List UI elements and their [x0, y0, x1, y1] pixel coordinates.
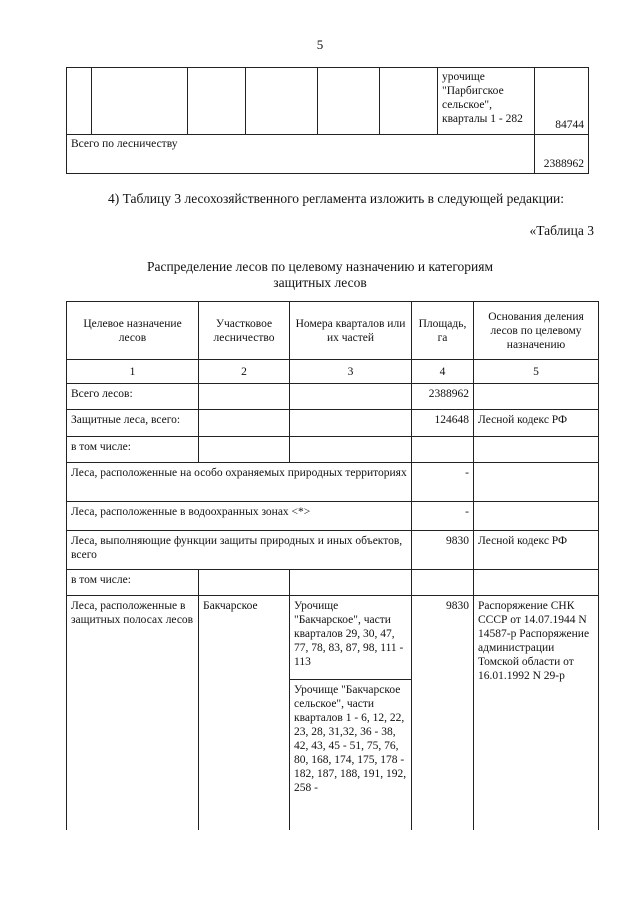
index-cell: 2: [199, 360, 290, 384]
header-cell: Площадь, га: [412, 302, 474, 360]
basis-cell: Лесной кодекс РФ: [474, 410, 599, 437]
table-cell: [199, 570, 290, 596]
table-row: [67, 502, 599, 531]
area-cell: -: [412, 463, 474, 502]
header-cell: Номера кварталов или их частей: [290, 302, 412, 360]
area-cell: 2388962: [412, 384, 474, 410]
table-row: [67, 531, 599, 570]
purpose-cell: в том числе:: [67, 437, 199, 463]
quarters-cell: Урочище "Бакчарское", части кварталов 29, 30, 47, 77, 78, 83, 87, 98, 111 - 113: [290, 596, 412, 680]
district-cell: Бакчарское: [199, 596, 290, 830]
table-cell: [290, 410, 412, 437]
caption-line-1: Распределение лесов по целевому назначению и категориям: [146, 259, 494, 274]
caption-line-2: защитных лесов: [273, 275, 367, 290]
basis-cell: [474, 570, 599, 596]
table-caption: [0, 259, 640, 291]
purpose-cell: Всего лесов:: [67, 384, 199, 410]
purpose-cell: в том числе:: [67, 570, 199, 596]
table-label: «Таблица 3: [529, 223, 594, 238]
basis-cell: Лесной кодекс РФ: [474, 531, 599, 570]
index-cell: 3: [290, 360, 412, 384]
forest-distribution-table: [66, 301, 599, 830]
total-label: Всего по лесничеству: [67, 135, 535, 174]
basis-cell: [474, 463, 599, 502]
table-cell: [290, 570, 412, 596]
area-cell: [412, 570, 474, 596]
table-cell: [67, 68, 92, 135]
quarters-cell: Урочище "Бакчарское сельское", части кварталов 1 - 6, 12, 22, 23, 28, 31,32, 36 - 38, 42, 43, 45 - 51, 75, 76, 80, 168, 174, 175, 178 - 182, 187, 188, 191, 192, 258 -: [290, 680, 412, 830]
area-cell: 124648: [412, 410, 474, 437]
header-cell: Целевое назначение лесов: [67, 302, 199, 360]
table-cell: [318, 68, 380, 135]
basis-cell: [474, 437, 599, 463]
area-cell: -: [412, 502, 474, 531]
area-cell: [412, 437, 474, 463]
table-cell: [92, 68, 188, 135]
purpose-cell: Леса, расположенные на особо охраняемых природных территориях: [67, 463, 412, 502]
location-area: 84744: [535, 68, 589, 135]
table-cell: [199, 437, 290, 463]
page-number: 5: [316, 37, 324, 52]
purpose-cell: Защитные леса, всего:: [67, 410, 199, 437]
basis-cell: Распоряжение СНК СССР от 14.07.1944 N 14587-р Распоряжение администрации Томской области от 16.01.1992 N 29-р: [474, 596, 599, 830]
table-cell: [188, 68, 246, 135]
table-row: [67, 384, 599, 410]
table-cell: [199, 410, 290, 437]
table-row: [67, 570, 599, 596]
table-cell: [380, 68, 438, 135]
purpose-cell: Леса, расположенные в водоохранных зонах <*>: [67, 502, 412, 531]
table-cell: [290, 384, 412, 410]
basis-cell: [474, 502, 599, 531]
index-cell: 5: [474, 360, 599, 384]
table-cell: [290, 437, 412, 463]
location-cell: урочище "Парбигское сельское", кварталы 1 - 282: [438, 68, 535, 135]
area-cell: 9830: [412, 531, 474, 570]
basis-cell: [474, 384, 599, 410]
table-row: [67, 410, 599, 437]
amendment-text: 4) Таблицу 3 лесохозяйственного регламента изложить в следующей редакции:: [108, 191, 565, 206]
table-cell: [199, 384, 290, 410]
total-area: 2388962: [535, 135, 589, 174]
header-cell: Участковое лесничество: [199, 302, 290, 360]
table-row: [67, 596, 599, 680]
continued-table: [66, 67, 589, 174]
table-row: [67, 437, 599, 463]
purpose-cell: Леса, расположенные в защитных полосах лесов: [67, 596, 199, 830]
purpose-cell: Леса, выполняющие функции защиты природных и иных объектов, всего: [67, 531, 412, 570]
area-cell: 9830: [412, 596, 474, 830]
table-cell: [246, 68, 318, 135]
table-row: [67, 463, 599, 502]
header-cell: Основания деления лесов по целевому назначению: [474, 302, 599, 360]
index-cell: 4: [412, 360, 474, 384]
index-cell: 1: [67, 360, 199, 384]
